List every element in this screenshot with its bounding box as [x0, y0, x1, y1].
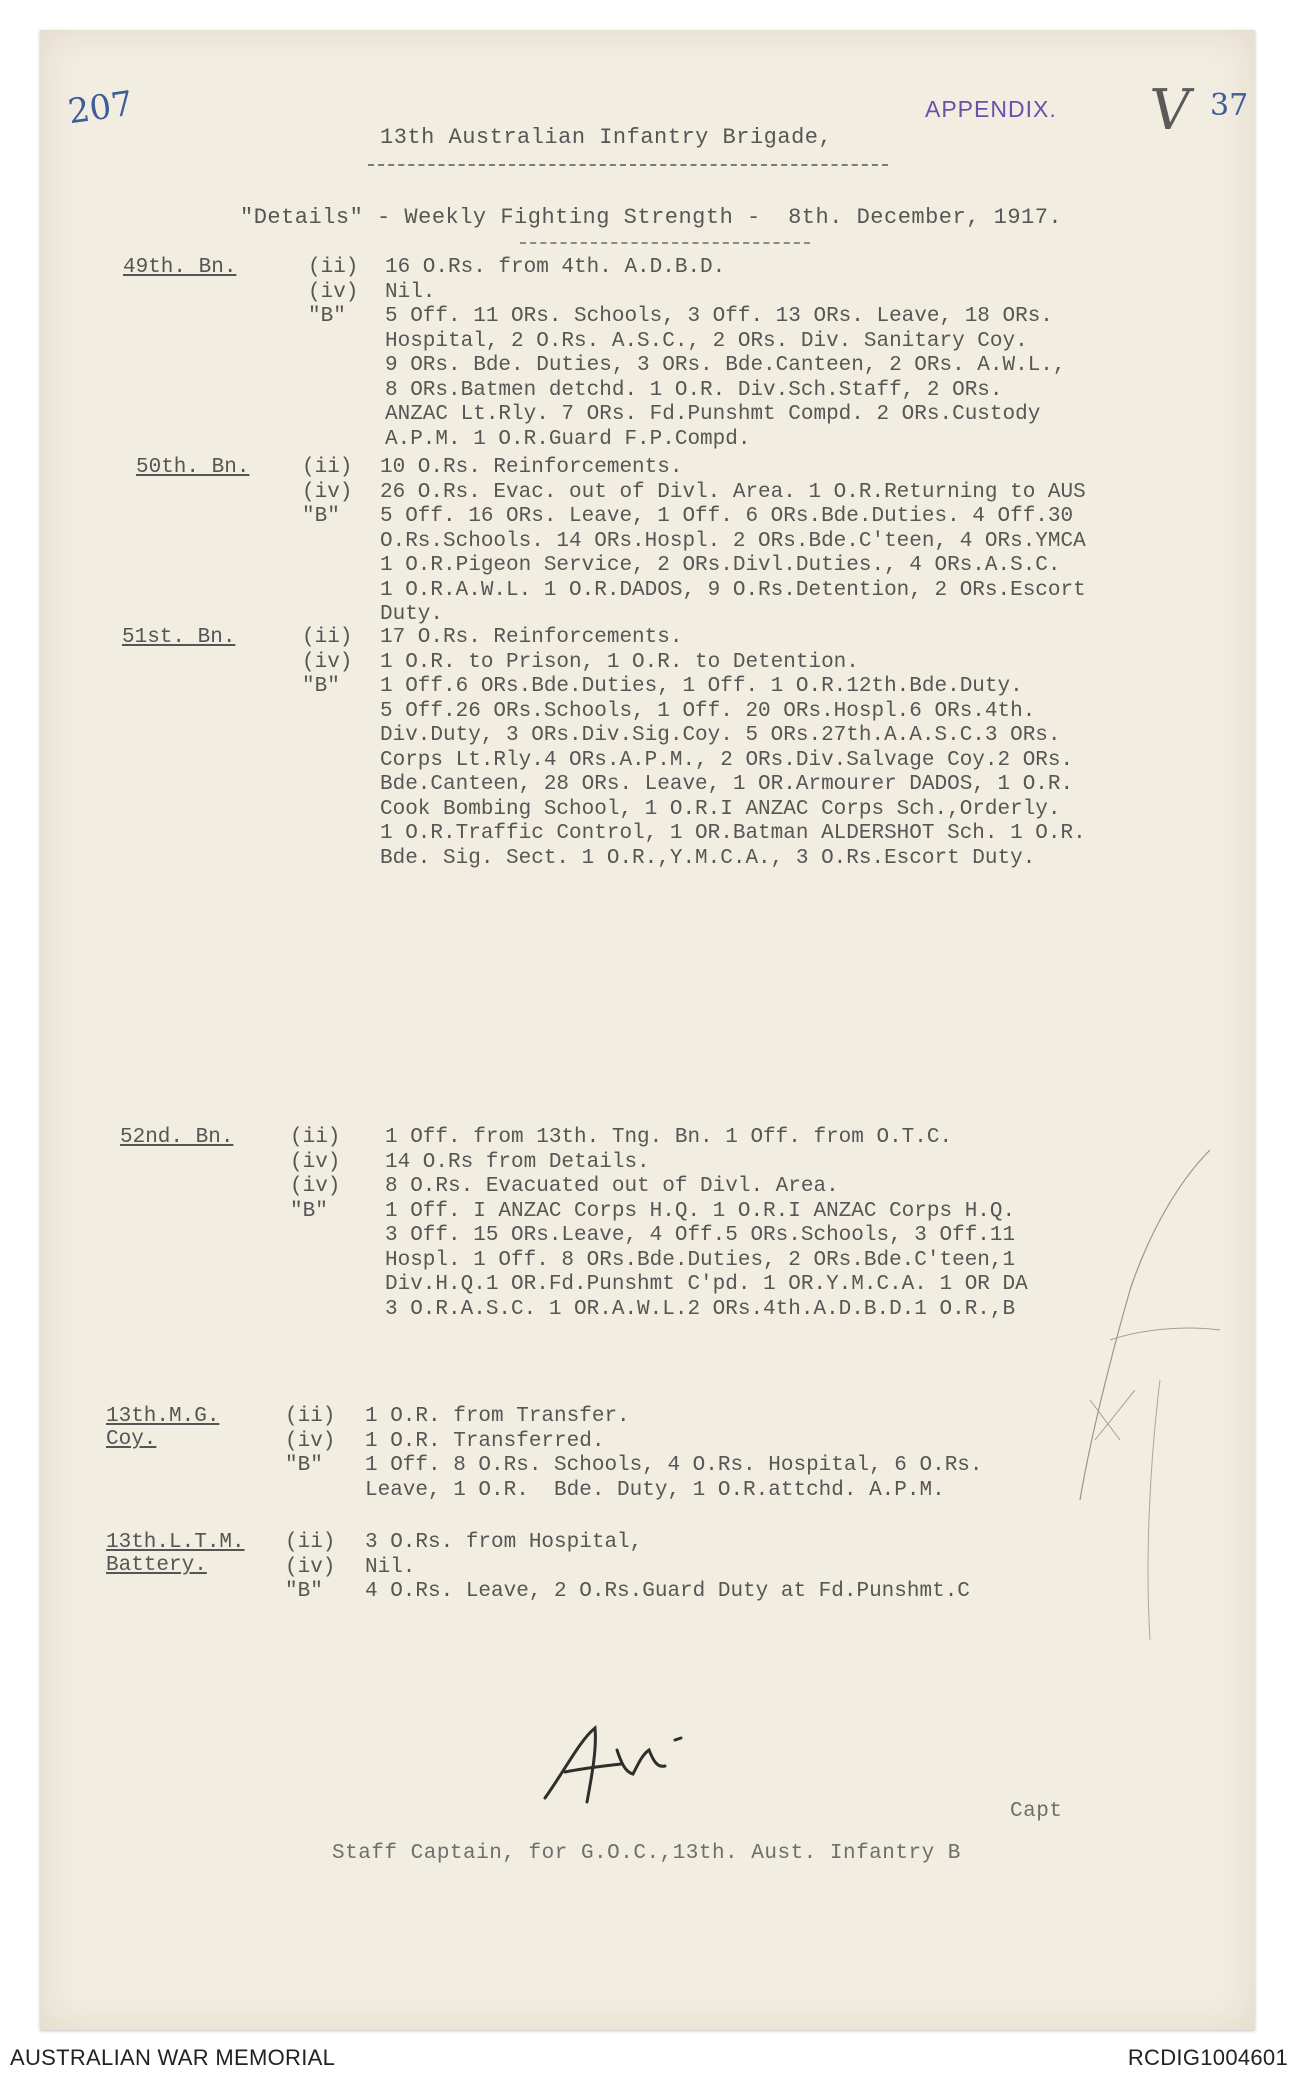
title-underline — [368, 164, 888, 166]
handwritten-mark-v: V — [1145, 78, 1196, 143]
entry-text-49th-bn: 16 O.Rs. from 4th. A.D.B.D. Nil. 5 Off. 11 ORs. Schools, 3 Off. 13 ORs. Leave, 18 ORs. Hospital, 2 O.Rs. A.S.C., 2 ORs. Div. Sanitary Coy. 9 ORs. Bde. Duties, 3 ORs. Bde.Canteen, 2 ORs. A.W.L., 8 ORs.Batmen detchd. 1 O.R. Div.Sch.Staff, 2 ORs. ANZAC Lt.Rly. 7 ORs. Fd.Punshmt Compd. 2 ORs.Custody A.P.M. 1 O.R.Guard F.P.Compd. — [385, 256, 1066, 451]
entry-text-51st-bn: 17 O.Rs. Reinforcements. 1 O.R. to Prison, 1 O.R. to Detention. 1 Off.6 ORs.Bde.Duties, 1 Off. 1 O.R.12th.Bde.Duty. 5 Off.26 ORs.Schools, 1 Off. 20 ORs.Hospl.6 ORs.4th. Div.Duty, 3 ORs.Div.Sig.Coy. 5 ORs.27th.A.A.S.C.3 ORs. Corps Lt.Rly.4 ORs.A.P.M., 2 ORs.Div.Salvage Coy.2 ORs. Bde.Canteen, 28 ORs. Leave, 1 OR.Armourer DADOS, 1 O.R. Cook Bombing School, 1 O.R.I ANZAC Corps Sch.,Orderly. 1 O.R.Traffic Control, 1 OR.Batman ALDERSHOT Sch. 1 O.R. Bde. Sig. Sect. 1 O.R.,Y.M.C.A., 3 O.Rs.Escort Duty. — [380, 626, 1086, 870]
appendix-stamp: APPENDIX. — [925, 96, 1057, 122]
unit-label-52nd-bn: 52nd. Bn. — [120, 1126, 234, 1149]
unit-label-51st-bn: 51st. Bn. — [122, 626, 236, 649]
handwritten-signature — [525, 1710, 725, 1820]
unit-label-13th-ltm-battery: 13th.L.T.M. Battery. — [106, 1531, 245, 1577]
folio-number-left: 207 — [65, 83, 136, 133]
unit-label-13th-mg-coy: 13th.M.G. Coy. — [106, 1405, 220, 1451]
entry-text-50th-bn: 10 O.Rs. Reinforcements. 26 O.Rs. Evac. out of Divl. Area. 1 O.R.Returning to AUS 5 Off. 16 ORs. Leave, 1 Off. 6 ORs.Bde.Duties. 4 Off.30 O.Rs.Schools. 14 ORs.Hospl. 2 ORs.Bde.C'teen, 4 ORs.YMCA 1 O.R.Pigeon Service, 2 ORs.Divl.Duties., 4 ORs.A.S.C. 1 O.R.A.W.L. 1 O.R.DADOS, 9 O.Rs.Detention, 2 ORs.Escort Duty. — [380, 456, 1086, 626]
entry-codes-51st-bn: (ii) (iv) "B" — [302, 626, 353, 698]
entry-codes-52nd-bn: (ii) (iv) (iv) "B" — [290, 1126, 341, 1223]
page-title: 13th Australian Infantry Brigade, — [380, 125, 833, 150]
signature-rank: Capt — [1010, 1800, 1063, 1823]
pencil-marks — [1050, 1140, 1250, 1660]
archive-credit: AUSTRALIAN WAR MEMORIAL — [10, 2045, 336, 2070]
unit-label-50th-bn: 50th. Bn. — [136, 456, 250, 479]
entry-codes-50th-bn: (ii) (iv) "B" — [302, 456, 353, 528]
document-page — [40, 30, 1255, 2030]
entry-text-13th-ltm-battery: 3 O.Rs. from Hospital, Nil. 4 O.Rs. Leave, 2 O.Rs.Guard Duty at Fd.Punshmt.C — [365, 1531, 970, 1603]
entry-text-13th-mg-coy: 1 O.R. from Transfer. 1 O.R. Transferred. 1 Off. 8 O.Rs. Schools, 4 O.Rs. Hospital, 6 O.Rs. Leave, 1 O.R. Bde. Duty, 1 O.R.attchd. A.P.M. — [365, 1405, 983, 1502]
folio-number-right: 37 — [1210, 88, 1249, 123]
page-subtitle: "Details" - Weekly Fighting Strength - 8th. December, 1917. — [240, 205, 1063, 230]
entry-text-52nd-bn: 1 Off. from 13th. Tng. Bn. 1 Off. from O.T.C. 14 O.Rs from Details. 8 O.Rs. Evacuated out of Divl. Area. 1 Off. I ANZAC Corps H.Q. 1 O.R.I ANZAC Corps H.Q. 3 Off. 15 ORs.Leave, 4 Off.5 ORs.Schools, 3 Off.11 Hospl. 1 Off. 8 ORs.Bde.Duties, 2 ORs.Bde.C'teen,1 Div.H.Q.1 OR.Fd.Punshmt C'pd. 1 OR.Y.M.C.A. 1 OR DA 3 O.R.A.S.C. 1 OR.A.W.L.2 ORs.4th.A.D.B.D.1 O.R.,B — [385, 1126, 1028, 1321]
subtitle-underline — [520, 242, 810, 244]
entry-codes-49th-bn: (ii) (iv) "B" — [308, 256, 359, 328]
archive-reference: RCDIG1004601 — [1127, 2045, 1288, 2070]
unit-label-49th-bn: 49th. Bn. — [123, 256, 237, 279]
signature-line: Staff Captain, for G.O.C.,13th. Aust. Infantry B — [332, 1842, 961, 1865]
entry-codes-13th-mg-coy: (ii) (iv) "B" — [285, 1405, 336, 1477]
entry-codes-13th-ltm-battery: (ii) (iv) "B" — [285, 1531, 336, 1603]
